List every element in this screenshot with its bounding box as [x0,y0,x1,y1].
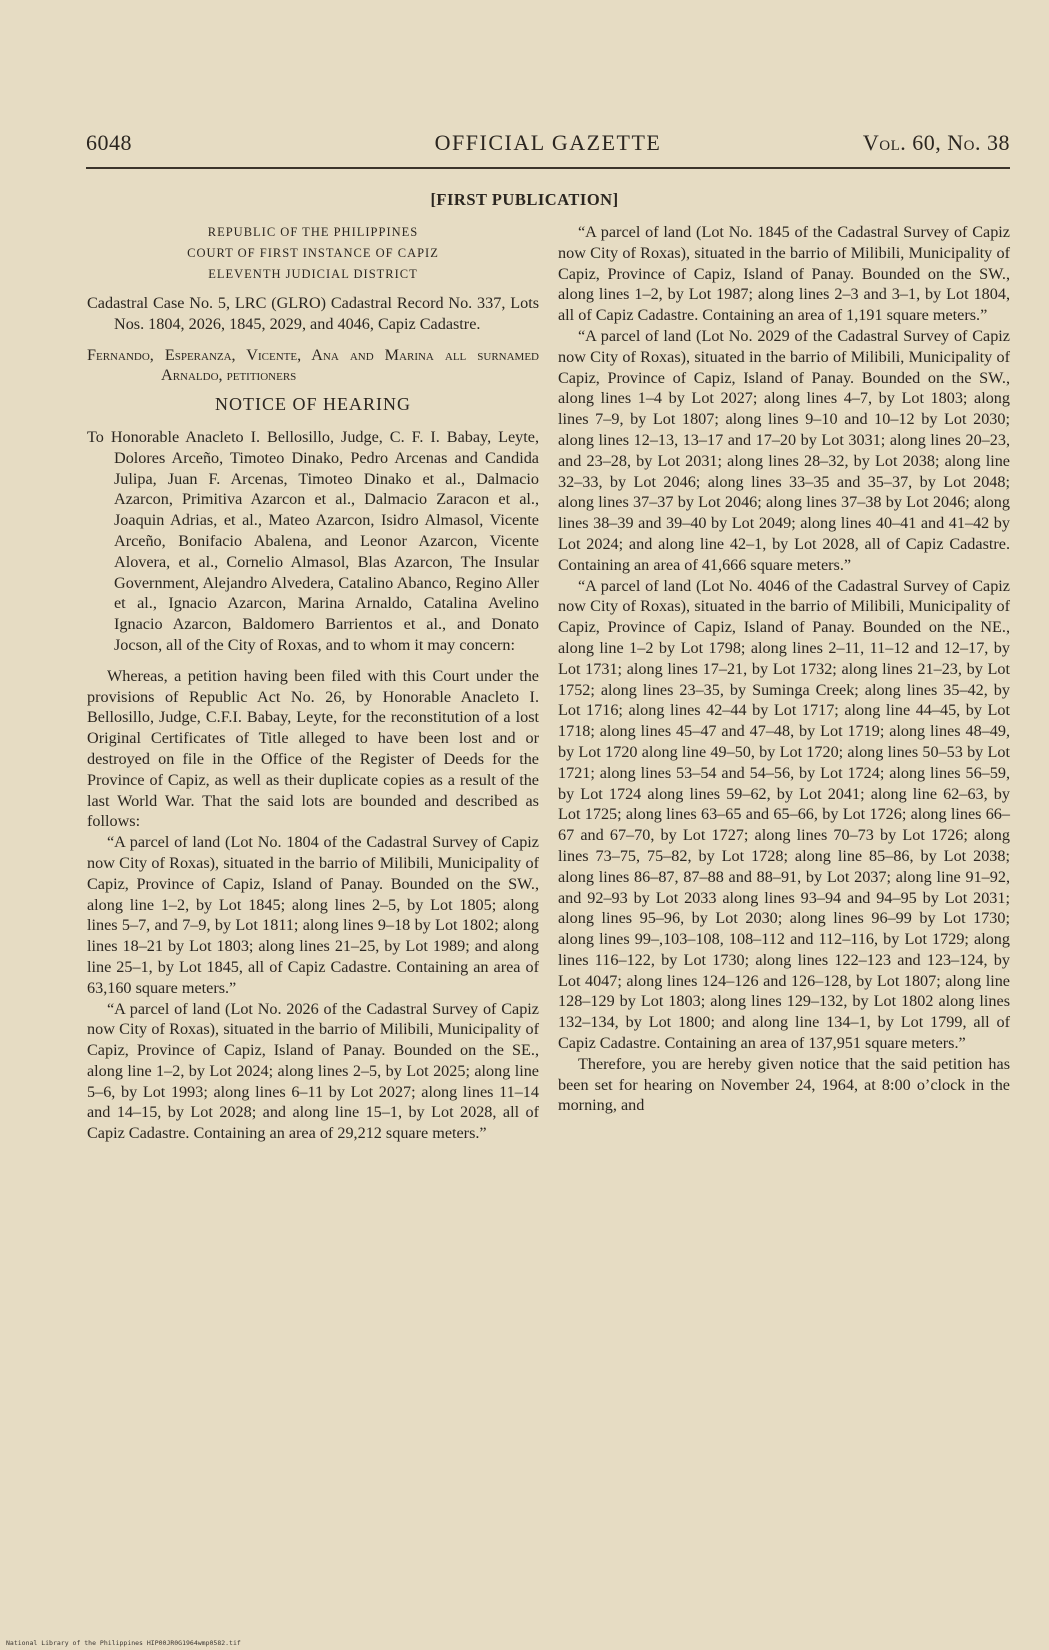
page-number: 6048 [86,130,132,155]
volume-number: Vol. 60, No. 38 [862,130,1010,155]
lot-2029-description: “A parcel of land (Lot No. 2029 of the Cadastral Survey of Capiz now City of Roxas), situated in the barrio of Milibili, Municipality of Capiz, Province of Capiz, Island of Panay. Bounded on the SW., along lines 1–4 by Lot 2027; along lines 4–7, by Lot 1803; along lines 7–9, by Lot 1807; along lines 9–10 and 10–12 by Lot 2030; along lines 12–13, 13–17 and 17–20 by Lot 3031; along lines 20–23, and 23–28, by Lot 2031; along lines 28–32, by Lot 2038; along line 32–33, by Lot 2046; along lines 33–35 and 35–37, by Lot 2048; along lines 37–37 by Lot 2046; along lines 37–38 by Lot 2046; along lines 38–39 and 39–40 by Lot 2049; along lines 40–41 and 41–42 by Lot 2024; and along line 42–1, by Lot 2028, all of Capiz Cadastre. Containing an area of 41,666 square meters.” [558,326,1010,574]
right-column [558,222,1010,1116]
therefore-paragraph: Therefore, you are hereby given notice that the said petition has been set for hearing on November 24, 1964, at 8:00 o’clock in the morning, and [558,1054,1010,1115]
lot-2026-description: “A parcel of land (Lot No. 2026 of the Cadastral Survey of Capiz now City of Roxas), situated in the barrio of Milibili, Municipality of Capiz, Province of Capiz, Island of Panay. Bounded on the SE., along line 1–2, by Lot 2024; along lines 2–5, by Lot 2025; along line 5–6, by Lot 1993; along lines 6–11 by Lot 2027; along lines 11–14 and 14–15, by Lot 2028; and along line 15–1, by Lot 2028, all of Capiz Cadastre. Containing an area of 29,212 square meters.” [87,999,539,1143]
lot-1845-description: “A parcel of land (Lot No. 1845 of the Cadastral Survey of Capiz now City of Roxas), situated in the barrio of Milibili, Municipality of Capiz, Province of Capiz, Island of Panay. Bounded on the SW., along lines 1–2, by Lot 1987; along lines 2–3 and 3–1, by Lot 1804, all of Capiz Cadastre. Containing an area of 1,191 square meters.” [558,223,1010,325]
court-line-3: ELEVENTH JUDICIAL DISTRICT [208,267,418,281]
notice-title: NOTICE OF HEARING [215,394,411,415]
court-line-2: COURT OF FIRST INSTANCE OF CAPIZ [187,246,439,260]
addressees: To Honorable Anacleto I. Bellosillo, Judge, C. F. I. Babay, Leyte, Dolores Arceño, Timoteo Dinako, Pedro Arcenas and Candida Julipa, Juan F. Arcenas, Timoteo Dinako et al., Dalmacio Azarcon, Primitiva Azarcon et al., Dalmacio Zaracon et al., Joaquin Adrias, et al., Mateo Azarcon, Isidro Almasol, Vicente Arceño, Bonifacio Abalena, and Leonor Azarcon, Vicente Alovera, et al., Cornelio Almasol, Blas Azarcon, The Insular Government, Alejandro Alvedera, Catalino Abanco, Regino Aller et al., Ignacio Azarcon, Marina Arnaldo, Catalina Avelino Ignacio Azarcon, Baldomero Barrientos et al., and Donato Jocson, all of the City of Roxas, and to whom it may concern: [87,427,539,654]
whereas-paragraph: Whereas, a petition having been filed with this Court under the provisions of Republic Act No. 26, by Honorable Anacleto I. Bellosillo, Judge, C.F.I. Babay, Leyte, for the reconstitution of a lost Original Certificates of Title alleged to have been lost and or destroyed on file in the Office of the Register of Deeds for the Province of Capiz, as well as their duplicate copies as a result of the last World War. That the said lots are bounded and described as follows: [87,666,539,831]
scan-footer: National Library of the Philippines HIP00JR0G1964wmp0582.tif [6,1639,241,1647]
lot-4046-description: “A parcel of land (Lot No. 4046 of the Cadastral Survey of Capiz now City of Roxas), situated in the barrio of Milibili, Municipality of Capiz, Province of Capiz, Island of Panay. Bounded on the NE., along line 1–2 by Lot 1798; along lines 2–11, 11–12 and 12–17, by Lot 1731; along lines 17–21, by Lot 1732; along lines 21–23, by Lot 1752; along lines 23–35, by Suminga Creek; along lines 35–42, by Lot 1716; along lines 42–44 by Lot 1717; along line 44–45, by Lot 1718; along lines 45–47 and 47–48, by Lot 1719; along lines 48–49, by Lot 1720 along line 49–50, by Lot 1720; along lines 50–53 by Lot 1721; along lines 53–54 and 54–56, by Lot 1724; along lines 56–59, by Lot 1724 along lines 59–62, by Lot 2041; along line 62–63, by Lot 1725; along lines 63–65 and 65–66, by Lot 1726; along lines 66–67 and 67–70, by Lot 1727; along lines 70–73 by Lot 1726; along lines 73–75, 75–82, by Lot 1728; along line 85–86, by Lot 2038; along lines 86–87, 87–88 and 88–91, by Lot 2037; along line 91–92, and 92–93 by Lot 2033 along lines 93–94 and 94–95 by Lot 2031; along lines 95–96, by Lot 2030; along lines 96–99 by Lot 1730; along lines 99–,103–108, 108–112 and 112–116, by Lot 1729; along lines 116–122, by Lot 1730; along lines 122–123 and 123–124, by Lot 4047; along lines 124–126 and 126–128, by Lot 1807; along line 128–129 by Lot 1803; along lines 129–132, by Lot 1802 along lines 132–134, by Lot 1800; and along line 134–1, by Lot 1799, all of Capiz Cadastre. Containing an area of 137,951 square meters.” [558,576,1010,1053]
court-heading [87,222,539,285]
publication-title: OFFICIAL GAZETTE [434,130,662,155]
petitioners: Fernando, Esperanza, Vicente, Ana and Marina all surnamed Arnaldo, petitioners [87,345,539,385]
case-caption: Cadastral Case No. 5, LRC (GLRO) Cadastral Record No. 337, Lots Nos. 1804, 2026, 1845, 2029, and 4046, Capiz Cadastre. [87,294,539,333]
left-column [87,222,539,1144]
page-header [86,130,1010,164]
header-rule [86,167,1010,169]
court-line-1: REPUBLIC OF THE PHILIPPINES [207,225,419,239]
publication-tag: [FIRST PUBLICATION] [430,190,619,209]
lot-1804-description: “A parcel of land (Lot No. 1804 of the Cadastral Survey of Capiz now City of Roxas), situated in the barrio of Milibili, Municipality of Capiz, Province of Capiz, Island of Panay. Bounded on the SW., along line 1–2, by Lot 1845; along lines 2–5, by Lot 1805; along lines 5–7, and 7–9, by Lot 1811; along lines 9–18 by Lot 1802; along lines 18–21 by Lot 1803; along lines 21–25, by Lot 1989; and along line 25–1, by Lot 1845, all of Capiz Cadastre. Containing an area of 63,160 square meters.” [87,833,539,997]
